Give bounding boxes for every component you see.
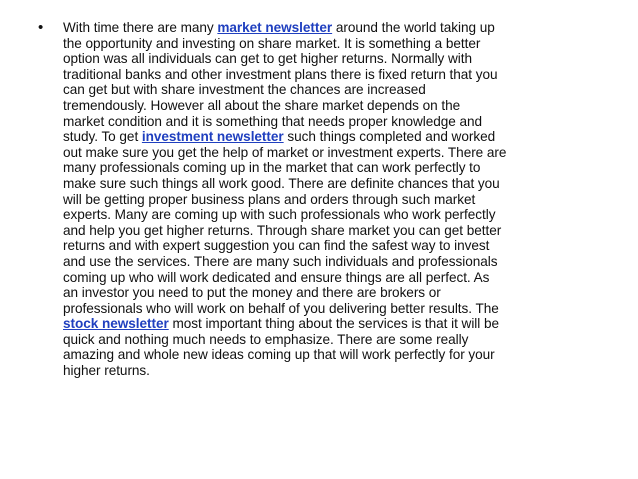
text-line: many professionals coming up in the market that can work perfectly to xyxy=(63,160,481,176)
text-run: study. To get xyxy=(63,129,142,145)
text-line: the opportunity and investing on share market. It is something a better xyxy=(63,35,481,51)
text-line: make sure such things all work good. There are definite chances that you xyxy=(63,175,500,191)
text-line: coming up who will work dedicated and ensure things are all perfect. As xyxy=(63,269,490,285)
text-line xyxy=(63,129,611,145)
text-line: quick and nothing much needs to emphasize. There are some really xyxy=(63,331,469,347)
text-line: tremendously. However all about the share market depends on the xyxy=(63,97,461,113)
bullet-point: • xyxy=(38,19,44,36)
text-run: such things completed and worked xyxy=(283,129,496,145)
text-line: out make sure you get the help of market or investment experts. There are xyxy=(63,144,507,160)
text-run: most important thing about the services is that it will be xyxy=(168,316,499,332)
text-line: market condition and it is something that needs proper knowledge and xyxy=(63,113,483,129)
investment-newsletter-link[interactable]: investment newsletter xyxy=(141,129,284,145)
stock-newsletter-link[interactable]: stock newsletter xyxy=(63,316,169,332)
text-line: and help you get higher returns. Through share market you can get better xyxy=(63,222,502,238)
text-line: higher returns. xyxy=(63,363,150,379)
market-newsletter-link[interactable]: market newsletter xyxy=(217,20,333,35)
text-line: returns and with expert suggestion you can find the safest way to invest xyxy=(63,238,490,254)
text-line xyxy=(63,20,611,36)
text-line: experts. Many are coming up with such professionals who work perfectly xyxy=(63,207,496,223)
text-line: traditional banks and other investment plans there is fixed return that you xyxy=(63,66,498,82)
text-line: can get but with share investment the chances are increased xyxy=(63,82,426,98)
paragraph-text xyxy=(63,20,611,379)
text-line: option was all individuals can get to get higher returns. Normally with xyxy=(63,51,473,67)
text-line xyxy=(63,316,611,332)
text-line: amazing and whole new ideas coming up that will work perfectly for your xyxy=(63,347,495,363)
text-run: With time there are many xyxy=(63,20,218,35)
text-run: around the world taking up xyxy=(332,20,495,35)
text-line: professionals who will work on behalf of you delivering better results. The xyxy=(63,300,499,316)
text-line: will be getting proper business plans and orders through such market xyxy=(63,191,476,207)
text-line: and use the services. There are many such individuals and professionals xyxy=(63,253,498,269)
text-line: an investor you need to put the money and there are brokers or xyxy=(63,285,441,301)
